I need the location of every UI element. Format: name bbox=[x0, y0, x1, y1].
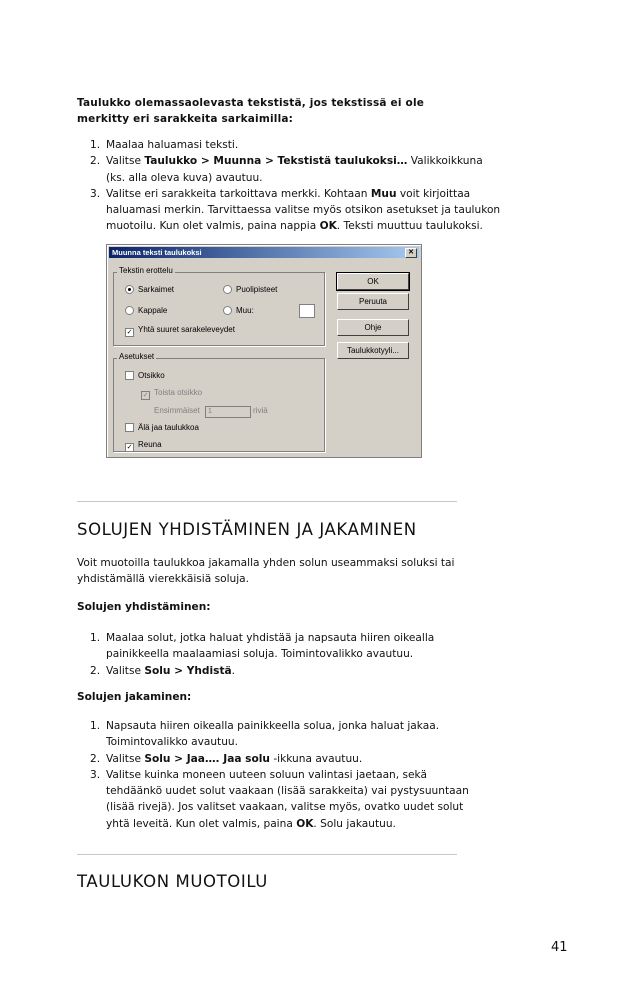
split-subheading: Solujen jakaminen: bbox=[77, 691, 192, 703]
checkbox-icon bbox=[125, 423, 134, 432]
section-heading-table-formatting: TAULUKON MUOTOILU bbox=[77, 872, 268, 891]
close-icon[interactable]: ✕ bbox=[405, 248, 417, 258]
convert-text-to-table-dialog bbox=[106, 244, 422, 458]
cancel-button[interactable]: Peruuta bbox=[337, 293, 409, 310]
list-item: 3. Valitse kuinka moneen uuteen soluun valintasi jaetaan, sekä tehdäänkö uudet solut vaakaan (lisää sarakkeita) vai pystysuuntaan (lisää rivejä). Jos valitset vaakaan, valitse myös, ovatko uudet solut yhtä leveitä. Kun olet valmis, paina OK. Solu jakautuu. bbox=[90, 768, 469, 830]
section-heading-merge-split: SOLUJEN YHDISTÄMINEN JA JAKAMINEN bbox=[77, 520, 417, 539]
list-item: 1. Maalaa solut, jotka haluat yhdistää ja napsauta hiiren oikealla painikkeella maalaamiasi soluja. Toimintovalikko avautuu. bbox=[90, 632, 435, 661]
help-button[interactable]: Ohje bbox=[337, 319, 409, 336]
radio-icon bbox=[125, 285, 134, 294]
list-item: 1. Maalaa haluamasi teksti. bbox=[90, 139, 239, 151]
checkbox-icon bbox=[125, 371, 134, 380]
intro-steps-list bbox=[77, 137, 501, 235]
list-item: 2. Valitse Solu > Jaa…. Jaa solu -ikkuna avautuu. bbox=[90, 752, 363, 765]
autoformat-button[interactable]: Taulukkotyyli... bbox=[337, 342, 409, 359]
other-separator-input[interactable] bbox=[299, 304, 315, 318]
ok-button[interactable]: OK bbox=[337, 273, 409, 290]
checkbox-icon: ✓ bbox=[126, 444, 133, 451]
list-item: 2. Valitse Solu > Yhdistä. bbox=[90, 664, 236, 677]
checkbox-repeat-heading[interactable]: ✓ Toista otsikko bbox=[142, 388, 203, 399]
checkbox-border[interactable]: ✓ Reuna bbox=[126, 440, 162, 451]
merge-subheading: Solujen yhdistäminen: bbox=[77, 601, 211, 613]
checkbox-equal-width[interactable]: ✓ Yhtä suuret sarakeleveydet bbox=[126, 325, 235, 336]
checkbox-icon: ✓ bbox=[142, 392, 149, 399]
intro-heading: Taulukko olemassaolevasta tekstistä, jos tekstissä ei ole merkitty eri sarakkeita sarkaimilla: bbox=[77, 97, 425, 125]
separator-group-title: Tekstin erottelu bbox=[119, 266, 173, 275]
radio-icon bbox=[223, 285, 232, 294]
rows-label: riviä bbox=[253, 406, 268, 415]
divider bbox=[77, 854, 457, 855]
merge-steps-list bbox=[77, 630, 486, 679]
page-number: 41 bbox=[551, 940, 568, 955]
checkbox-heading[interactable]: Otsikko bbox=[125, 371, 165, 380]
dialog-title: Muunna teksti taulukoksi bbox=[112, 248, 202, 257]
first-rows-spinner[interactable]: 1 bbox=[205, 406, 251, 418]
list-item: 2. Valitse Taulukko > Muunna > Tekstistä taulukoksi… Valikkoikkuna (ks. alla oleva kuva) avautuu. bbox=[90, 155, 483, 184]
radio-other[interactable]: Muu: bbox=[223, 306, 254, 315]
list-item: 1. Napsauta hiiren oikealla painikkeella solua, jonka haluat jakaa. Toimintovalikko avautuu. bbox=[90, 720, 440, 749]
radio-icon bbox=[223, 306, 232, 315]
radio-icon bbox=[125, 306, 134, 315]
settings-group-title: Asetukset bbox=[119, 352, 155, 361]
first-rows-label: Ensimmäiset bbox=[154, 406, 200, 415]
checkbox-dont-split[interactable]: Älä jaa taulukkoa bbox=[125, 423, 199, 432]
radio-semicolons[interactable]: Puolipisteet bbox=[223, 285, 277, 294]
radio-tabs[interactable]: Sarkaimet bbox=[125, 285, 174, 294]
dialog-titlebar bbox=[109, 247, 419, 258]
split-steps-list bbox=[77, 718, 486, 832]
radio-paragraph[interactable]: Kappale bbox=[125, 306, 167, 315]
divider bbox=[77, 501, 457, 502]
list-item: 3. Valitse eri sarakkeita tarkoittava merkki. Kohtaan Muu voit kirjoittaa haluamasi merkin. Tarvittaessa valitse myös otsikon asetukset ja taulukon muotoilu. Kun olet valmis, paina nappia OK. Teksti muuttuu taulukoksi. bbox=[90, 187, 501, 233]
checkbox-icon: ✓ bbox=[126, 329, 133, 336]
section-intro-paragraph: Voit muotoilla taulukkoa jakamalla yhden solun useammaksi soluksi tai yhdistämällä vierekkäisiä soluja. bbox=[77, 557, 455, 586]
